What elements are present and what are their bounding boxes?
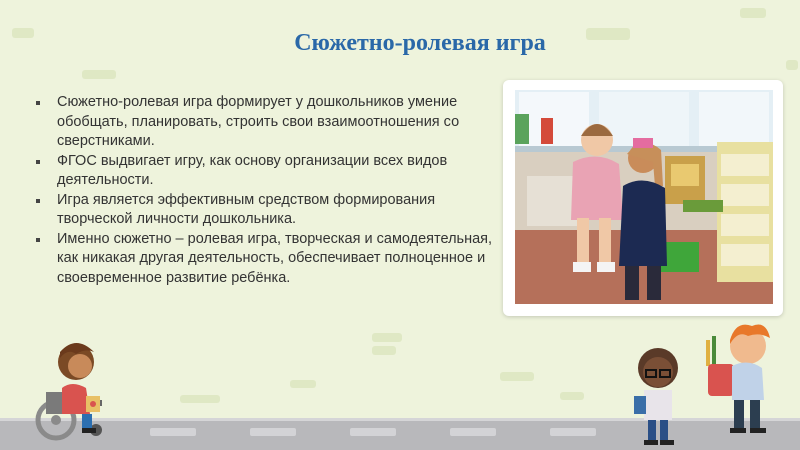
bullet-square-icon	[36, 160, 40, 164]
photo-frame	[503, 80, 783, 316]
floor-stripe	[450, 428, 496, 436]
bullet-list	[36, 93, 496, 288]
bg-dash	[180, 395, 220, 403]
bg-dash	[290, 380, 316, 388]
bg-dash	[372, 346, 396, 355]
floor-stripe	[250, 428, 296, 436]
slide-title: Сюжетно-ролевая игра	[294, 30, 546, 56]
bullet-text: Сюжетно-ролевая игра формирует у дошкольников умение обобщать, планировать, строить свои взаимоотношения со сверстниками.	[57, 94, 460, 149]
bullet-square-icon	[36, 238, 40, 242]
floor-stripe	[150, 428, 196, 436]
bullet-square-icon	[36, 199, 40, 203]
bullet-square-icon	[36, 101, 40, 105]
children-playing-photo	[515, 90, 773, 304]
wheelchair-girl-illustration	[26, 330, 116, 442]
bg-dash	[740, 8, 766, 18]
boy-with-glasses-illustration	[626, 344, 690, 448]
bg-dash	[372, 333, 402, 342]
children-playing-scene	[515, 90, 773, 304]
bg-dash	[12, 28, 34, 38]
bullet-item	[36, 93, 496, 152]
bg-dash	[560, 392, 584, 400]
floor-stripe	[350, 428, 396, 436]
bg-dash	[500, 372, 534, 381]
bg-dash	[82, 70, 116, 79]
bullet-item	[36, 152, 496, 191]
bullet-text: Именно сюжетно – ролевая игра, творческая и самодеятельная, как никакая другая деятельность, обеспечивает полноценное и своевременное развитие ребёнка.	[57, 230, 493, 286]
floor-stripe	[550, 428, 596, 436]
bullet-item	[36, 230, 496, 289]
bg-dash	[786, 60, 798, 70]
redhead-boy-illustration	[700, 318, 780, 440]
bullet-text: ФГОС выдвигает игру, как основу организации всех видов деятельности.	[57, 152, 448, 188]
bullet-text: Игра является эффективным средством формирования творческой личности дошкольника.	[57, 191, 436, 227]
bullet-item	[36, 191, 496, 230]
